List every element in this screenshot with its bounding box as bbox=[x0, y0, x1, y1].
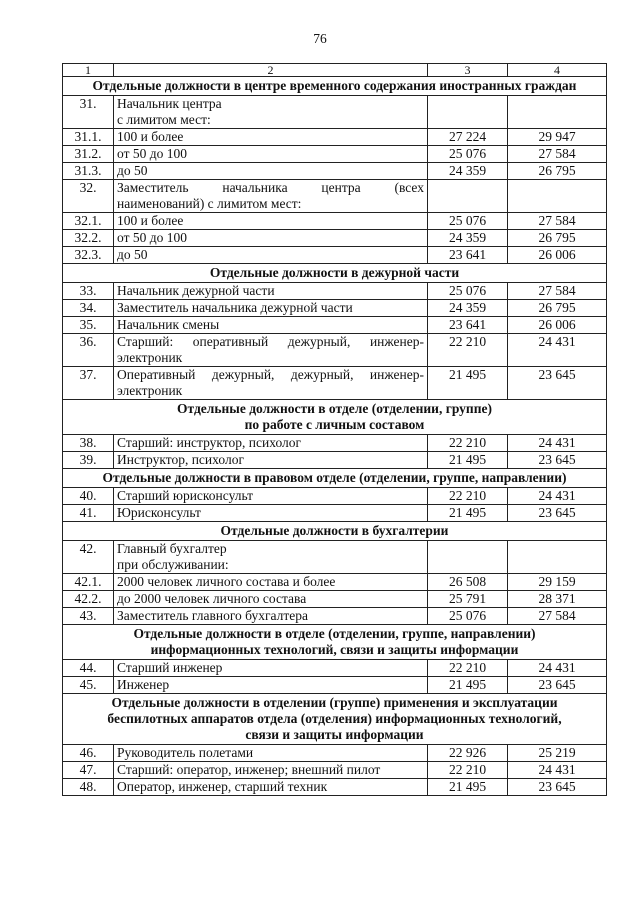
table-row bbox=[63, 283, 607, 300]
salary-value-col3: 22 210 bbox=[428, 435, 508, 452]
table-row bbox=[63, 452, 607, 469]
section-title-line: информационных технологий, связи и защиты информации bbox=[150, 642, 519, 657]
table-row bbox=[63, 779, 607, 796]
salary-value-col3: 22 926 bbox=[428, 745, 508, 762]
salary-table bbox=[62, 63, 607, 796]
salary-value-col3: 25 076 bbox=[428, 283, 508, 300]
salary-value-col4: 27 584 bbox=[508, 213, 607, 230]
row-number: 47. bbox=[63, 762, 114, 779]
position-title-line: от 50 до 100 bbox=[117, 146, 187, 161]
section-header-row bbox=[63, 77, 607, 96]
salary-value-col3: 23 641 bbox=[428, 247, 508, 264]
salary-value-col4: 23 645 bbox=[508, 452, 607, 469]
table-row bbox=[63, 591, 607, 608]
table-row bbox=[63, 163, 607, 180]
section-header-row bbox=[63, 694, 607, 745]
position-title-line: Оперативный дежурный, дежурный, инженер- bbox=[117, 367, 424, 382]
position-title-line: до 50 bbox=[117, 163, 148, 178]
salary-value-col3 bbox=[428, 96, 508, 129]
position-title bbox=[114, 334, 428, 367]
section-title bbox=[63, 400, 607, 435]
salary-value-col4: 24 431 bbox=[508, 488, 607, 505]
section-header-row bbox=[63, 264, 607, 283]
position-title-line: Начальник центра bbox=[117, 96, 222, 111]
position-title bbox=[114, 677, 428, 694]
position-title bbox=[114, 660, 428, 677]
row-number: 42.1. bbox=[63, 574, 114, 591]
table-row bbox=[63, 505, 607, 522]
position-title-line: Оператор, инженер, старший техник bbox=[117, 779, 328, 794]
position-title bbox=[114, 146, 428, 163]
salary-value-col3: 21 495 bbox=[428, 367, 508, 400]
section-title-line: Отдельные должности в отделе (отделении, группе) bbox=[177, 401, 492, 416]
section-title-line: по работе с личным составом bbox=[244, 417, 425, 432]
table-row bbox=[63, 762, 607, 779]
table-row bbox=[63, 334, 607, 367]
salary-value-col4: 23 645 bbox=[508, 677, 607, 694]
salary-value-col3: 24 359 bbox=[428, 163, 508, 180]
table-row bbox=[63, 300, 607, 317]
row-number: 42. bbox=[63, 541, 114, 574]
position-title bbox=[114, 779, 428, 796]
position-title bbox=[114, 247, 428, 264]
row-number: 33. bbox=[63, 283, 114, 300]
salary-value-col4: 26 795 bbox=[508, 163, 607, 180]
salary-value-col4: 23 645 bbox=[508, 779, 607, 796]
salary-value-col4: 26 795 bbox=[508, 300, 607, 317]
position-title-line: Юрисконсульт bbox=[117, 505, 201, 520]
position-title bbox=[114, 300, 428, 317]
salary-value-col4: 23 645 bbox=[508, 367, 607, 400]
section-title-line: Отдельные должности в центре временного содержания иностранных граждан bbox=[92, 78, 577, 93]
section-title bbox=[63, 264, 607, 283]
section-title-line: Отдельные должности в правовом отделе (отделении, группе, направлении) bbox=[102, 470, 567, 485]
table-row bbox=[63, 230, 607, 247]
page-number: 76 bbox=[313, 31, 327, 46]
table-row bbox=[63, 435, 607, 452]
section-title bbox=[63, 469, 607, 488]
section-title-line: Отдельные должности в бухгалтерии bbox=[220, 523, 449, 538]
position-title bbox=[114, 745, 428, 762]
row-number: 40. bbox=[63, 488, 114, 505]
position-title bbox=[114, 435, 428, 452]
row-number: 48. bbox=[63, 779, 114, 796]
position-title-line: Начальник дежурной части bbox=[117, 283, 275, 298]
section-title bbox=[63, 625, 607, 660]
table-row bbox=[63, 180, 607, 213]
column-number-header-row bbox=[63, 64, 607, 77]
table-row bbox=[63, 317, 607, 334]
position-title-line: Старший юрисконсульт bbox=[117, 488, 254, 503]
position-title bbox=[114, 574, 428, 591]
position-title bbox=[114, 367, 428, 400]
row-number: 46. bbox=[63, 745, 114, 762]
position-title-line: 2000 человек личного состава и более bbox=[117, 574, 336, 589]
position-title-line: Старший: оператор, инженер; внешний пилот bbox=[117, 762, 381, 777]
position-title-line: Начальник смены bbox=[117, 317, 220, 332]
row-number: 35. bbox=[63, 317, 114, 334]
salary-value-col3: 27 224 bbox=[428, 129, 508, 146]
position-title-line: электроник bbox=[117, 350, 183, 365]
salary-value-col4: 27 584 bbox=[508, 608, 607, 625]
position-title bbox=[114, 96, 428, 129]
table-row bbox=[63, 488, 607, 505]
position-title-line: наименований) с лимитом мест: bbox=[117, 196, 302, 211]
section-title bbox=[63, 694, 607, 745]
row-number: 39. bbox=[63, 452, 114, 469]
salary-value-col3 bbox=[428, 180, 508, 213]
table-row bbox=[63, 660, 607, 677]
position-title-line: Заместитель начальника дежурной части bbox=[117, 300, 353, 315]
section-header-row bbox=[63, 469, 607, 488]
section-title-line: Отдельные должности в дежурной части bbox=[209, 265, 460, 280]
salary-value-col3 bbox=[428, 541, 508, 574]
position-title-line: с лимитом мест: bbox=[117, 112, 211, 127]
salary-value-col4: 28 371 bbox=[508, 591, 607, 608]
position-title bbox=[114, 505, 428, 522]
row-number: 43. bbox=[63, 608, 114, 625]
row-number: 31.2. bbox=[63, 146, 114, 163]
salary-value-col4: 26 006 bbox=[508, 317, 607, 334]
position-title-line: Заместитель главного бухгалтера bbox=[117, 608, 309, 623]
salary-value-col4 bbox=[508, 541, 607, 574]
position-title-line: от 50 до 100 bbox=[117, 230, 187, 245]
position-title-line: 100 и более bbox=[117, 213, 184, 228]
section-title-line: Отдельные должности в отделе (отделении, группе, направлении) bbox=[133, 626, 536, 641]
table-row bbox=[63, 247, 607, 264]
salary-value-col3: 22 210 bbox=[428, 660, 508, 677]
salary-value-col3: 22 210 bbox=[428, 488, 508, 505]
salary-value-col3: 25 076 bbox=[428, 608, 508, 625]
row-number: 31.3. bbox=[63, 163, 114, 180]
section-header-row bbox=[63, 625, 607, 660]
section-title bbox=[63, 522, 607, 541]
row-number: 34. bbox=[63, 300, 114, 317]
salary-value-col4: 26 795 bbox=[508, 230, 607, 247]
position-title bbox=[114, 541, 428, 574]
salary-value-col3: 25 076 bbox=[428, 146, 508, 163]
section-title-line: связи и защиты информации bbox=[245, 727, 424, 742]
row-number: 36. bbox=[63, 334, 114, 367]
section-header-row bbox=[63, 522, 607, 541]
position-title-line: Старший: оперативный дежурный, инженер- bbox=[117, 334, 424, 349]
position-title bbox=[114, 230, 428, 247]
salary-value-col3: 22 210 bbox=[428, 762, 508, 779]
position-title-line: Старший: инструктор, психолог bbox=[117, 435, 302, 450]
position-title bbox=[114, 129, 428, 146]
table-row bbox=[63, 367, 607, 400]
position-title bbox=[114, 762, 428, 779]
row-number: 31.1. bbox=[63, 129, 114, 146]
position-title bbox=[114, 163, 428, 180]
table-row bbox=[63, 608, 607, 625]
table-row bbox=[63, 677, 607, 694]
salary-value-col4: 24 431 bbox=[508, 762, 607, 779]
salary-value-col3: 25 791 bbox=[428, 591, 508, 608]
section-title-line: беспилотных аппаратов отдела (отделения) информационных технологий, bbox=[107, 711, 562, 726]
salary-value-col4: 24 431 bbox=[508, 435, 607, 452]
position-title-line: Старший инженер bbox=[117, 660, 223, 675]
position-title-line: до 50 bbox=[117, 247, 148, 262]
salary-value-col3: 24 359 bbox=[428, 230, 508, 247]
table-row bbox=[63, 129, 607, 146]
salary-value-col4: 24 431 bbox=[508, 660, 607, 677]
row-number: 32.3. bbox=[63, 247, 114, 264]
salary-value-col3: 22 210 bbox=[428, 334, 508, 367]
row-number: 31. bbox=[63, 96, 114, 129]
salary-value-col4: 27 584 bbox=[508, 283, 607, 300]
table-row bbox=[63, 745, 607, 762]
salary-value-col3: 21 495 bbox=[428, 452, 508, 469]
position-title-line: до 2000 человек личного состава bbox=[117, 591, 307, 606]
position-title bbox=[114, 488, 428, 505]
table-row bbox=[63, 146, 607, 163]
section-title-line: Отдельные должности в отделении (группе) применения и эксплуатации bbox=[111, 695, 558, 710]
salary-value-col3: 21 495 bbox=[428, 677, 508, 694]
salary-value-col3: 24 359 bbox=[428, 300, 508, 317]
column-header: 4 bbox=[508, 64, 607, 77]
position-title bbox=[114, 283, 428, 300]
position-title bbox=[114, 452, 428, 469]
column-header: 2 bbox=[114, 64, 428, 77]
row-number: 32.2. bbox=[63, 230, 114, 247]
table-row bbox=[63, 96, 607, 129]
row-number: 44. bbox=[63, 660, 114, 677]
table-row bbox=[63, 574, 607, 591]
section-title bbox=[63, 77, 607, 96]
column-header: 3 bbox=[428, 64, 508, 77]
position-title-line: электроник bbox=[117, 383, 183, 398]
position-title bbox=[114, 608, 428, 625]
position-title-line: Инженер bbox=[117, 677, 170, 692]
row-number: 38. bbox=[63, 435, 114, 452]
salary-value-col4: 24 431 bbox=[508, 334, 607, 367]
position-title-line: Заместитель начальника центра (всех bbox=[117, 180, 424, 195]
salary-value-col4: 25 219 bbox=[508, 745, 607, 762]
position-title bbox=[114, 591, 428, 608]
salary-value-col4 bbox=[508, 96, 607, 129]
salary-value-col3: 21 495 bbox=[428, 505, 508, 522]
position-title bbox=[114, 180, 428, 213]
table-row bbox=[63, 541, 607, 574]
salary-value-col4: 26 006 bbox=[508, 247, 607, 264]
salary-value-col3: 23 641 bbox=[428, 317, 508, 334]
row-number: 41. bbox=[63, 505, 114, 522]
row-number: 32. bbox=[63, 180, 114, 213]
salary-value-col4: 27 584 bbox=[508, 146, 607, 163]
position-title-line: Инструктор, психолог bbox=[117, 452, 244, 467]
column-header: 1 bbox=[63, 64, 114, 77]
row-number: 42.2. bbox=[63, 591, 114, 608]
section-header-row bbox=[63, 400, 607, 435]
salary-value-col3: 25 076 bbox=[428, 213, 508, 230]
salary-value-col3: 26 508 bbox=[428, 574, 508, 591]
position-title bbox=[114, 317, 428, 334]
row-number: 45. bbox=[63, 677, 114, 694]
row-number: 32.1. bbox=[63, 213, 114, 230]
position-title-line: при обслуживании: bbox=[117, 557, 229, 572]
row-number: 37. bbox=[63, 367, 114, 400]
salary-value-col4: 23 645 bbox=[508, 505, 607, 522]
position-title-line: Главный бухгалтер bbox=[117, 541, 227, 556]
salary-value-col4: 29 947 bbox=[508, 129, 607, 146]
table-row bbox=[63, 213, 607, 230]
position-title-line: Руководитель полетами bbox=[117, 745, 254, 760]
salary-value-col4: 29 159 bbox=[508, 574, 607, 591]
salary-value-col4 bbox=[508, 180, 607, 213]
position-title-line: 100 и более bbox=[117, 129, 184, 144]
salary-value-col3: 21 495 bbox=[428, 779, 508, 796]
position-title bbox=[114, 213, 428, 230]
